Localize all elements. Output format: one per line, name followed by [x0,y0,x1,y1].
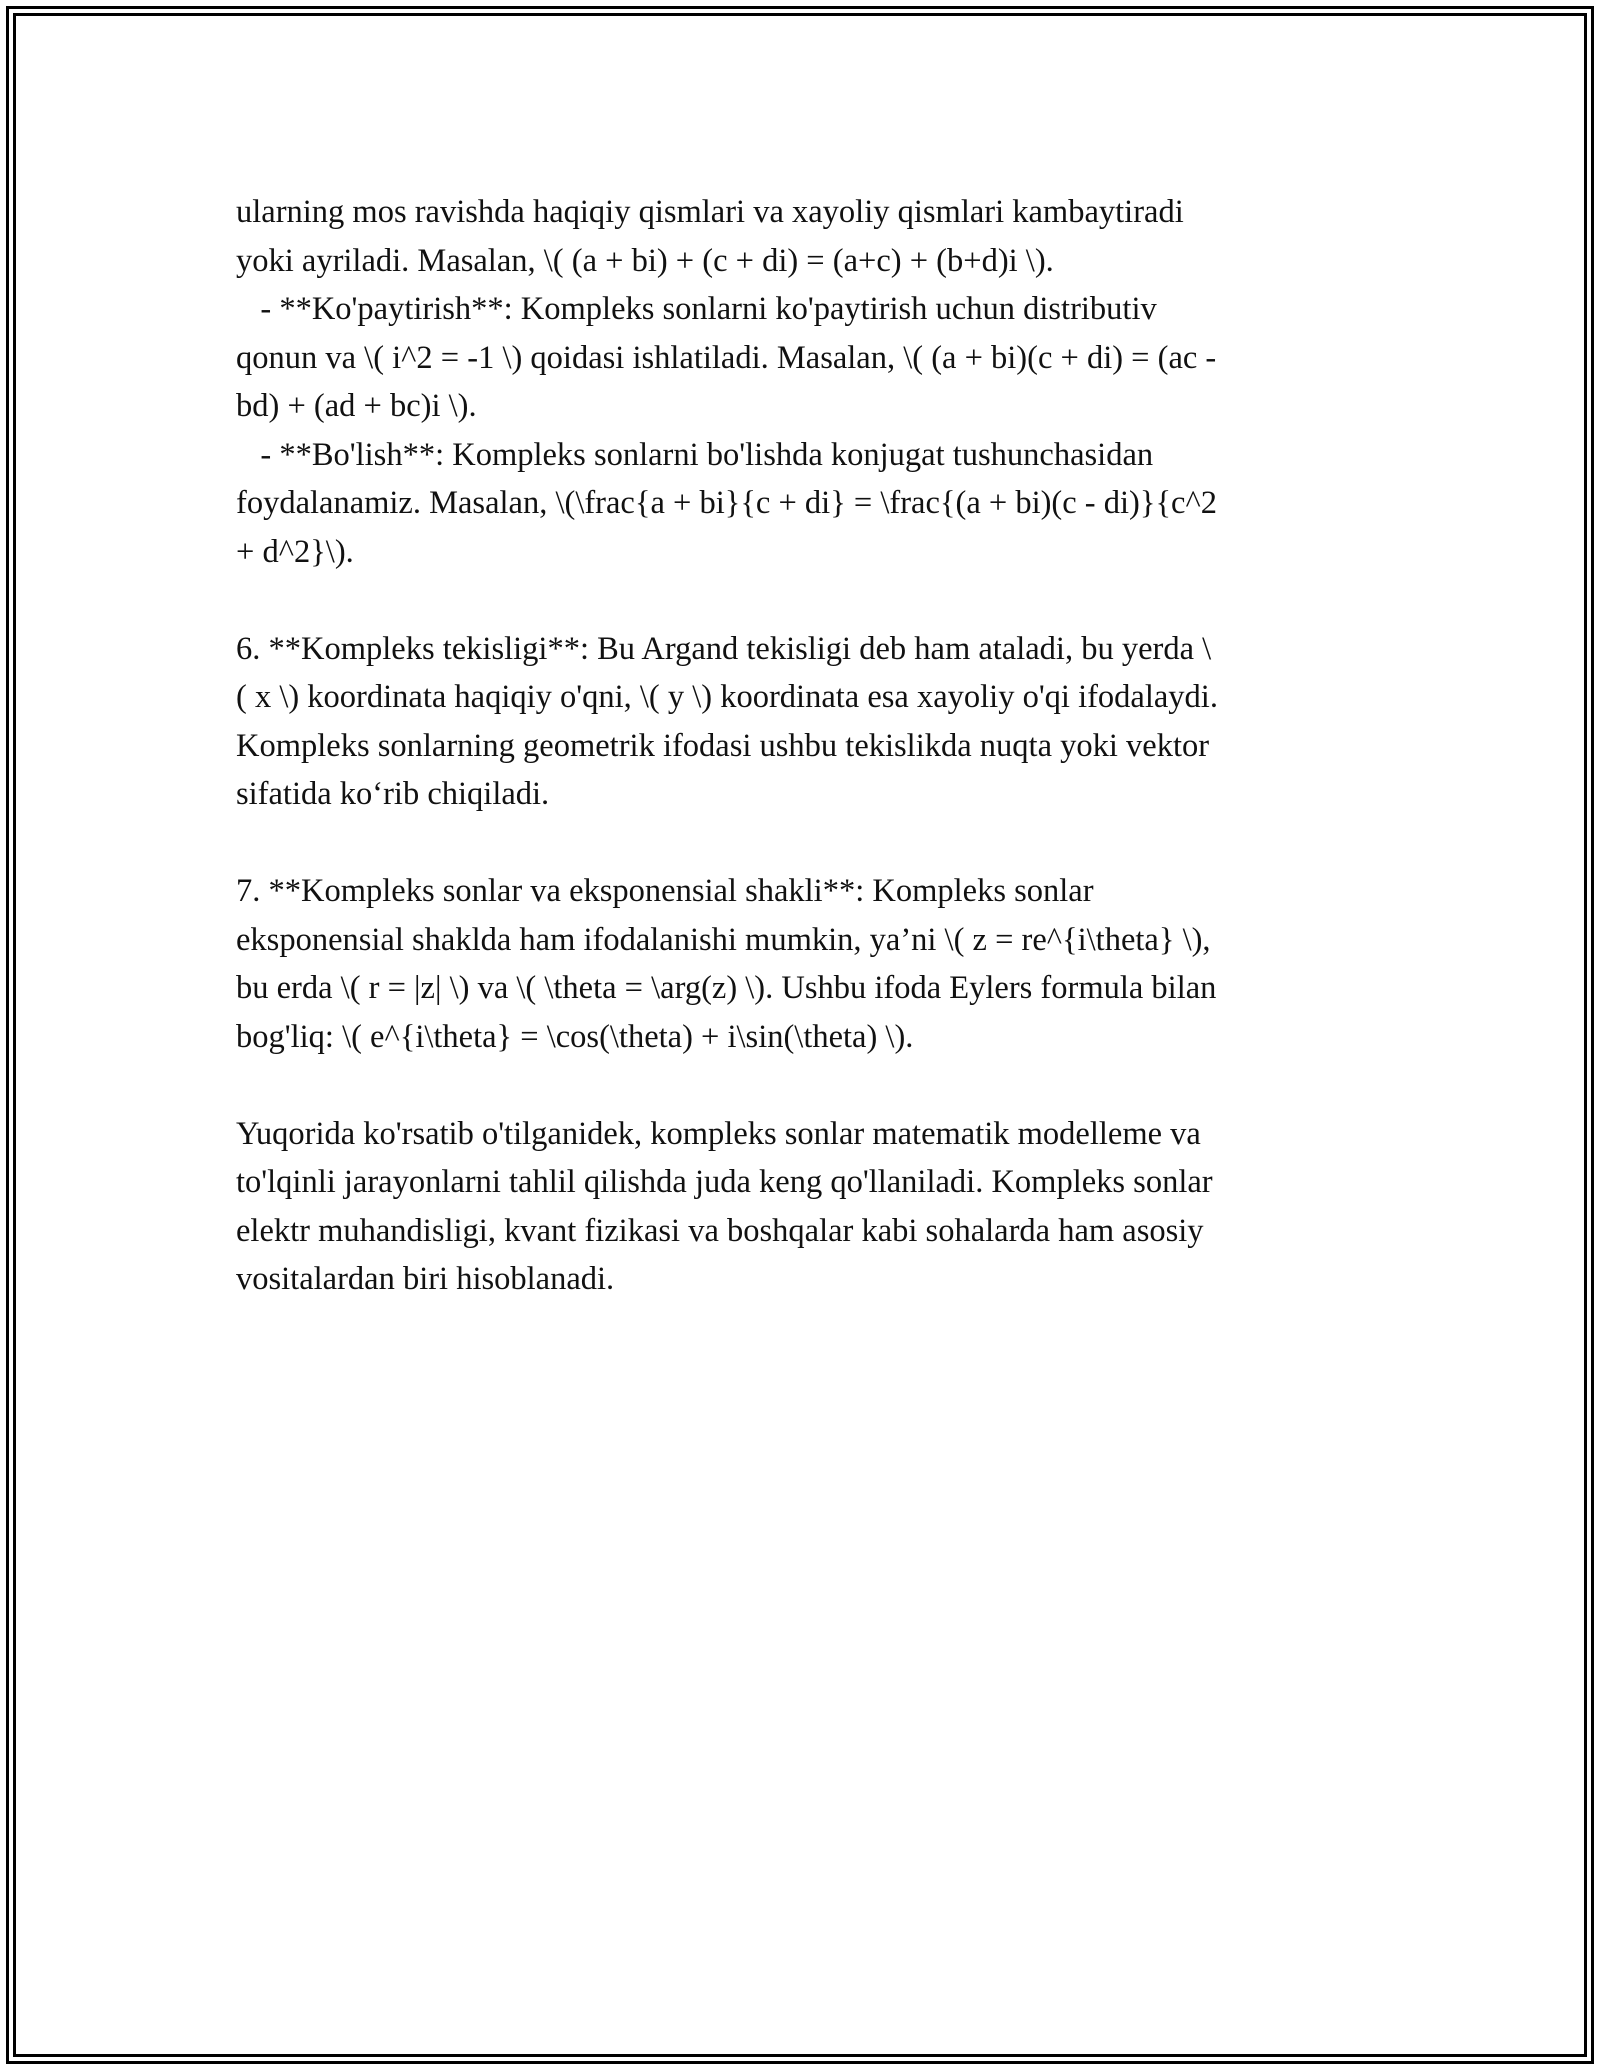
text-line: 7. **Kompleks sonlar va eksponensial shakli**: Kompleks sonlar [236,873,1094,909]
text-line: Yuqorida ko'rsatib o'tilganidek, kompleks sonlar matematik modelleme va [236,1115,1201,1152]
text-line: + d^2}\). [236,533,354,570]
text-line: elektr muhandisligi, kvant fizikasi va boshqalar kabi sohalarda ham asosiy [236,1212,1204,1249]
text-line: Kompleks sonlarning geometrik ifodasi ushbu tekislikda nuqta yoki vektor [236,727,1210,764]
text-line: bog'liq: \( e^{i\theta} = \cos(\theta) + i\sin(\theta) \). [236,1018,914,1055]
text-line: bd) + (ad + bc)i \). [236,388,477,424]
text-line: qonun va \( i^2 = -1 \) qoidasi ishlatiladi. Masalan, \( (a + bi)(c + di) = (ac - [236,339,1217,376]
text-line: - **Ko'paytirish**: Kompleks sonlarni ko'paytirish uchun distributiv [236,291,1157,327]
text-line: vositalardan biri hisoblanadi. [236,1261,615,1297]
text-line: sifatida ko‘rib chiqiladi. [236,776,550,812]
text-line: - **Bo'lish**: Kompleks sonlarni bo'lishda konjugat tushunchasidan [236,436,1154,473]
text-line: foydalanamiz. Masalan, \(\frac{a + bi}{c + di} = \frac{(a + bi)(c - di)}{c^2 [236,485,1217,521]
text-line: bu erda \( r = |z| \) va \( \theta = \arg(z) \). Ushbu ifoda Eylers formula bilan [236,970,1217,1006]
text-line: 6. **Kompleks tekisligi**: Bu Argand tekisligi deb ham ataladi, bu yerda \ [236,630,1212,667]
text-line: ( x \) koordinata haqiqiy o'qni, \( y \) koordinata esa xayoliy o'qi ifodalaydi. [236,679,1218,715]
text-line: to'lqinli jarayonlarni tahlil qilishda juda keng qo'llaniladi. Kompleks sonlar [236,1164,1213,1200]
paragraph-gap [236,819,1356,868]
text-line: yoki ayriladi. Masalan, \( (a + bi) + (c + di) = (a+c) + (b+d)i \). [236,242,1054,279]
document-body [236,188,1356,1304]
paragraph-gap [236,1061,1356,1110]
text-line: ularning mos ravishda haqiqiy qismlari va xayoliy qismlari kambaytiradi [236,194,1184,230]
paragraph-gap [236,576,1356,625]
text-line: eksponensial shaklda ham ifodalanishi mumkin, ya’ni \( z = re^{i\theta} \), [236,921,1211,958]
